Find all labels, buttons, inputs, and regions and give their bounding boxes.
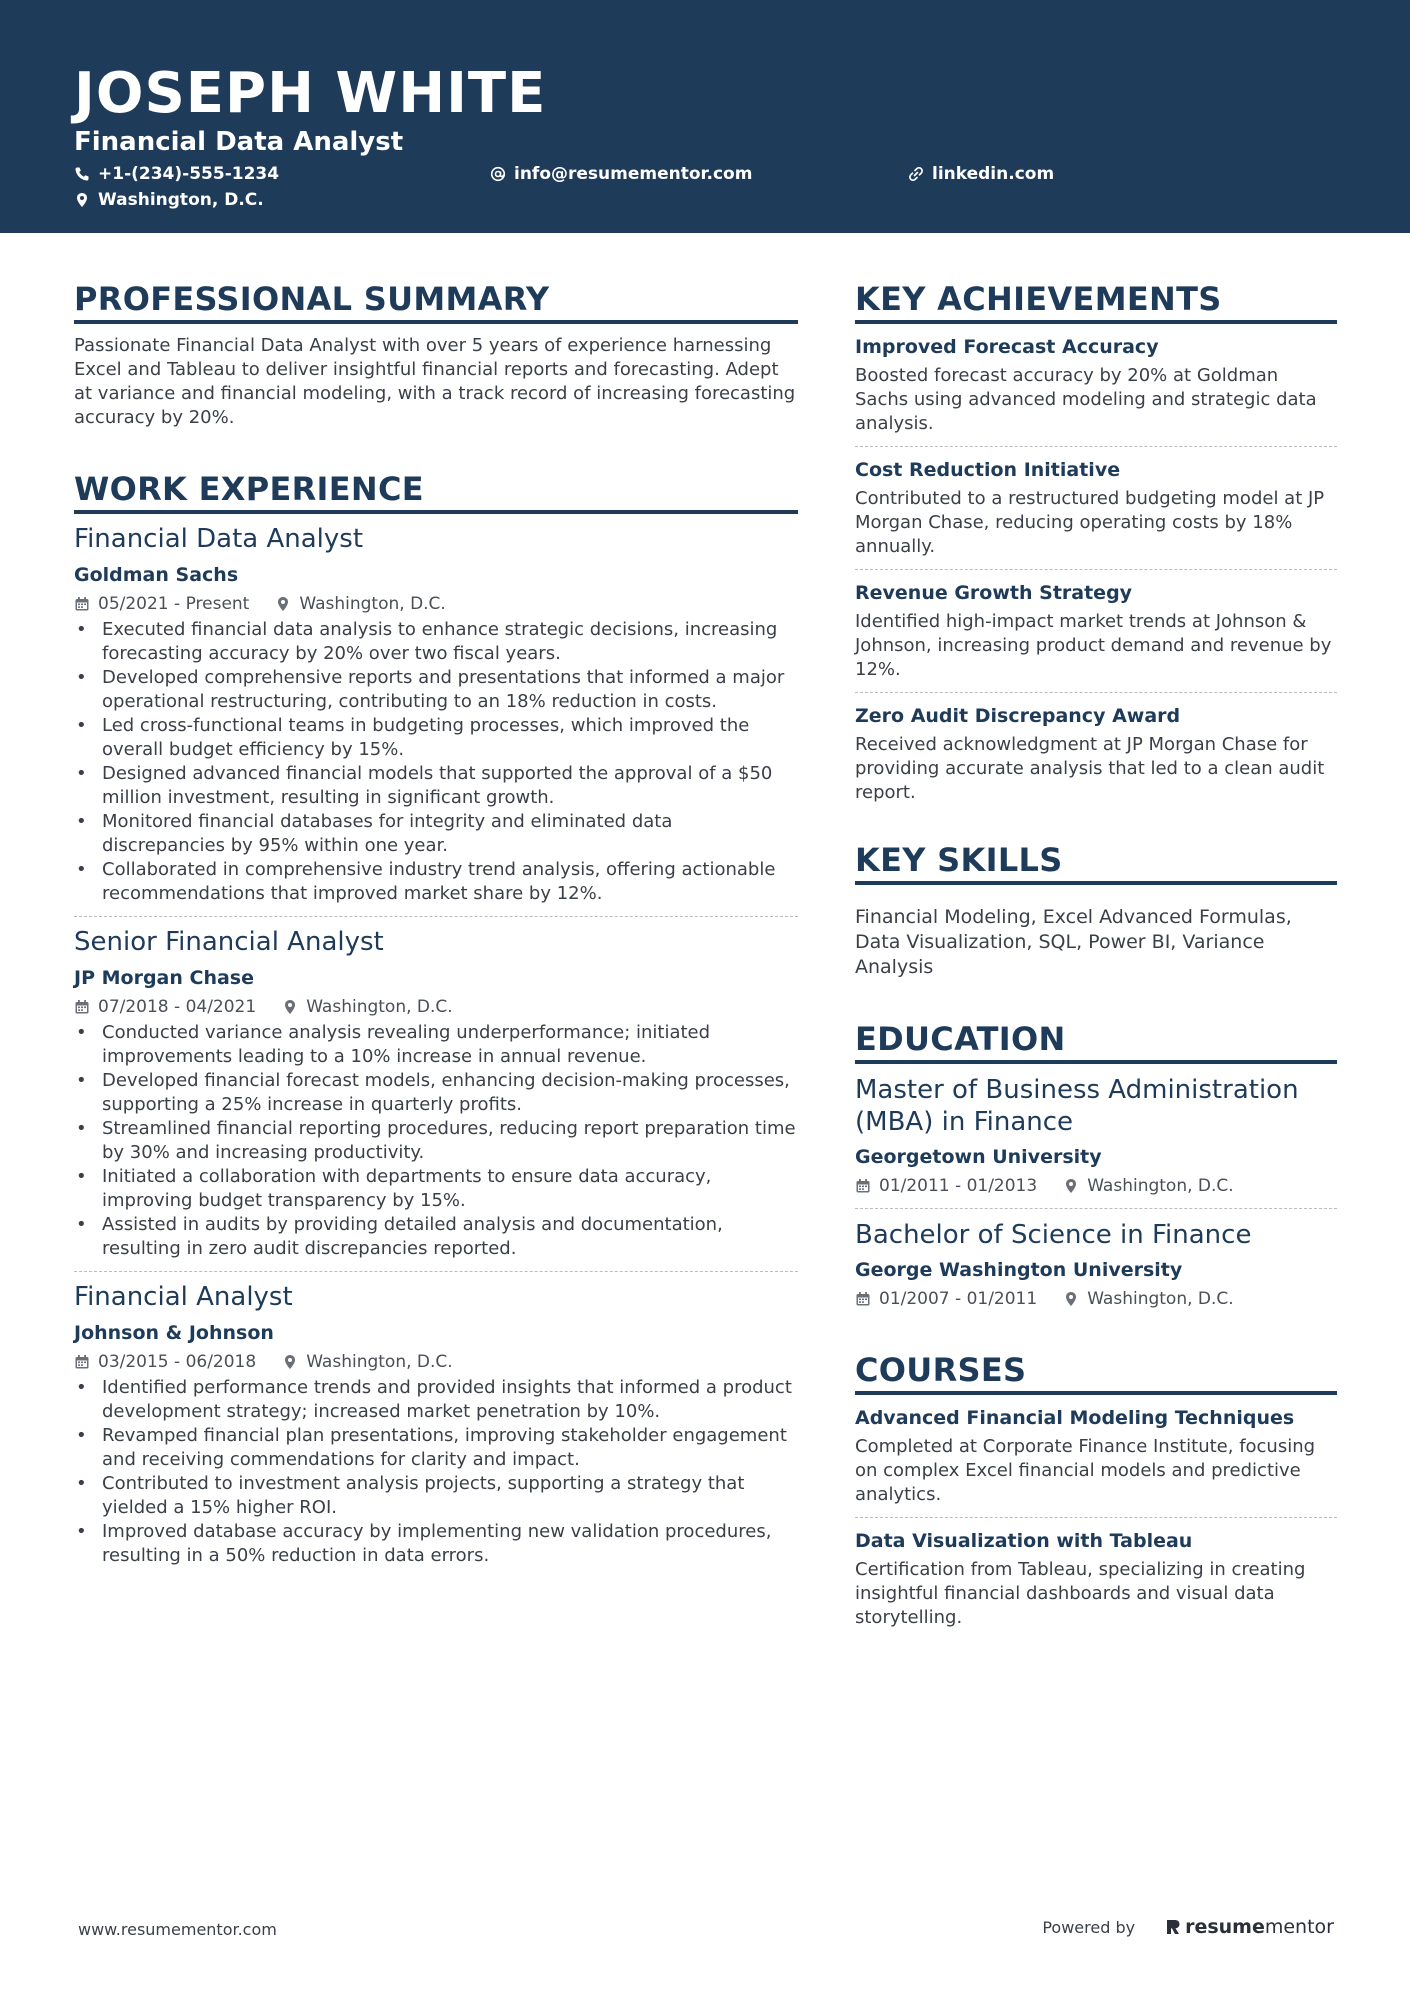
at-icon [490, 166, 506, 182]
job-title: Financial Analyst [74, 1282, 293, 1312]
phone-text: +1-(234)-555-1234 [98, 164, 280, 184]
education-school: Georgetown University [855, 1146, 1102, 1168]
link-icon [908, 166, 924, 182]
course-title: Advanced Financial Modeling Techniques [855, 1407, 1295, 1429]
education-degree: Bachelor of Science in Finance [855, 1220, 1252, 1250]
summary-text: Passionate Financial Data Analyst with over 5 years of experience harnessing Excel and Tableau to deliver insightful financial reports and forecasting. Adept at variance and financial modeling, with a track record of increasing forecasting accuracy by 20%. [74, 335, 796, 428]
job-bullet: • Assisted in audits by providing detailed analysis and documentation, resulting in zero audit discrepancies reported. [74, 1213, 798, 1261]
course-text: Certification from Tableau, specializing in creating insightful financial dashboards and visual data storytelling. [855, 1559, 1306, 1628]
divider [74, 1271, 798, 1272]
summary-heading: PROFESSIONAL SUMMARY [74, 278, 798, 324]
job-bullets [74, 1376, 798, 1568]
achievement-title: Zero Audit Discrepancy Award [855, 705, 1181, 727]
achievement-item [855, 334, 1337, 436]
job-bullet: • Improved database accuracy by implementing new validation procedures, resulting in a 50% reduction in data errors. [74, 1520, 798, 1568]
education-entry [855, 1074, 1337, 1198]
calendar-icon [74, 1354, 90, 1370]
email-text: info@resumementor.com [514, 164, 753, 184]
education-location: Washington, D.C. [1087, 1176, 1234, 1196]
education-entry [855, 1219, 1337, 1311]
job-bullet: • Led cross-functional teams in budgeting processes, which improved the overall budget efficiency by 15%. [74, 714, 798, 762]
job-bullet: • Developed financial forecast models, enhancing decision-making processes, supporting a 25% increase in quarterly profits. [74, 1069, 798, 1117]
location-pin-icon [1063, 1291, 1079, 1307]
phone-icon [74, 166, 90, 182]
education-meta [855, 1287, 1337, 1311]
job-bullet: • Monitored financial databases for integrity and eliminated data discrepancies by 95% within one year. [74, 810, 798, 858]
brand-bold: resume [1185, 1916, 1265, 1938]
job-bullet: • Collaborated in comprehensive industry trend analysis, offering actionable recommendations that improved market share by 12%. [74, 858, 798, 906]
achievement-item [855, 703, 1337, 805]
achievement-text: Contributed to a restructured budgeting model at JP Morgan Chase, reducing operating costs by 18% annually. [855, 488, 1325, 557]
education-location: Washington, D.C. [1087, 1289, 1234, 1309]
calendar-icon [74, 999, 90, 1015]
job-bullet: • Revamped financial plan presentations, improving stakeholder engagement and receiving commendations for clarity and impact. [74, 1424, 798, 1472]
education-meta [855, 1174, 1337, 1198]
job-bullet: • Developed comprehensive reports and presentations that informed a major operational restructuring, contributing to an 18% reduction in costs. [74, 666, 798, 714]
achievement-item [855, 457, 1337, 559]
course-text: Completed at Corporate Finance Institute, focusing on complex Excel financial models and predictive analytics. [855, 1436, 1316, 1505]
job-bullet: • Conducted variance analysis revealing underperformance; initiated improvements leading to a 10% increase in annual revenue. [74, 1021, 798, 1069]
job-bullets [74, 1021, 798, 1261]
location-pin-icon [275, 596, 291, 612]
job-meta [74, 1350, 798, 1374]
resume-header [0, 0, 1410, 233]
location-text: Washington, D.C. [98, 190, 264, 210]
location-pin-icon [74, 192, 90, 208]
achievements-heading: KEY ACHIEVEMENTS [855, 278, 1337, 324]
right-column [855, 278, 1337, 1630]
experience-section [74, 468, 798, 1568]
footer-website[interactable]: www.resumementor.com [78, 1920, 277, 1939]
courses-heading: COURSES [855, 1349, 1337, 1395]
achievements-section [855, 278, 1337, 805]
divider [855, 1208, 1337, 1209]
contact-linkedin[interactable] [908, 162, 1054, 186]
calendar-icon [74, 596, 90, 612]
contact-phone [74, 162, 279, 186]
job-company: JP Morgan Chase [74, 967, 254, 989]
job-location: Washington, D.C. [299, 594, 446, 614]
achievement-text: Identified high-impact market trends at Johnson & Johnson, increasing product demand and revenue by 12%. [855, 611, 1332, 680]
linkedin-text: linkedin.com [932, 164, 1055, 184]
powered-by-label: Powered by [1042, 1917, 1136, 1937]
footer-brand [1185, 1916, 1334, 1938]
job-meta [74, 592, 798, 616]
courses-section [855, 1349, 1337, 1630]
achievement-item [855, 580, 1337, 682]
achievement-title: Revenue Growth Strategy [855, 582, 1133, 604]
job-meta [74, 995, 798, 1019]
job-title: Senior Financial Analyst [74, 927, 384, 957]
job-bullet: • Streamlined financial reporting procedures, reducing report preparation time by 30% and increasing productivity. [74, 1117, 798, 1165]
achievement-text: Received acknowledgment at JP Morgan Chase for providing accurate analysis that led to a clean audit report. [855, 734, 1325, 803]
left-column [74, 278, 798, 1568]
contact-email[interactable] [490, 162, 752, 186]
divider [74, 916, 798, 917]
education-dates: 01/2007 - 01/2011 [879, 1289, 1038, 1309]
resumementor-logo-icon [1165, 1918, 1181, 1936]
job-dates: 07/2018 - 04/2021 [98, 997, 257, 1017]
location-pin-icon [282, 999, 298, 1015]
job-location: Washington, D.C. [306, 1352, 453, 1372]
divider [855, 569, 1337, 570]
education-degree: Master of Business Administration (MBA) in Finance [855, 1075, 1299, 1137]
education-school: George Washington University [855, 1259, 1183, 1281]
job-bullet: • Executed financial data analysis to enhance strategic decisions, increasing forecasting accuracy by 20% over two fiscal years. [74, 618, 798, 666]
job-entry [74, 925, 798, 1261]
education-heading: EDUCATION [855, 1018, 1337, 1064]
divider [855, 446, 1337, 447]
job-title: Financial Data Analyst [74, 524, 364, 554]
divider [855, 692, 1337, 693]
job-dates: 03/2015 - 06/2018 [98, 1352, 257, 1372]
job-company: Goldman Sachs [74, 564, 239, 586]
location-pin-icon [1063, 1178, 1079, 1194]
achievement-title: Cost Reduction Initiative [855, 459, 1121, 481]
course-item [855, 1405, 1337, 1507]
course-item [855, 1528, 1337, 1630]
job-bullets [74, 618, 798, 906]
achievement-title: Improved Forecast Accuracy [855, 336, 1159, 358]
job-bullet: • Initiated a collaboration with departments to ensure data accuracy, improving budget transparency by 15%. [74, 1165, 798, 1213]
job-bullet: • Identified performance trends and provided insights that informed a product development strategy; increased market penetration by 10%. [74, 1376, 798, 1424]
skills-text: Financial Modeling, Excel Advanced Formulas, Data Visualization, SQL, Power BI, Variance Analysis [855, 906, 1292, 978]
job-company: Johnson & Johnson [74, 1322, 274, 1344]
job-entry [74, 522, 798, 906]
contact-location [74, 188, 264, 212]
job-entry [74, 1280, 798, 1568]
skills-section [855, 839, 1337, 980]
summary-section [74, 278, 798, 430]
job-location: Washington, D.C. [306, 997, 453, 1017]
candidate-name: JOSEPH WHITE [74, 61, 547, 126]
calendar-icon [855, 1291, 871, 1307]
education-dates: 01/2011 - 01/2013 [879, 1176, 1038, 1196]
job-bullet: • Contributed to investment analysis projects, supporting a strategy that yielded a 15% higher ROI. [74, 1472, 798, 1520]
footer-powered-by [1042, 1916, 1334, 1938]
brand-light: mentor [1264, 1916, 1334, 1938]
calendar-icon [855, 1178, 871, 1194]
job-bullet: • Designed advanced financial models that supported the approval of a $50 million investment, resulting in significant growth. [74, 762, 798, 810]
education-section [855, 1018, 1337, 1311]
skills-heading: KEY SKILLS [855, 839, 1337, 885]
location-pin-icon [282, 1354, 298, 1370]
divider [855, 1517, 1337, 1518]
course-title: Data Visualization with Tableau [855, 1530, 1193, 1552]
job-dates: 05/2021 - Present [98, 594, 250, 614]
candidate-role: Financial Data Analyst [74, 127, 404, 157]
achievement-text: Boosted forecast accuracy by 20% at Goldman Sachs using advanced modeling and strategic data analysis. [855, 365, 1317, 434]
experience-heading: WORK EXPERIENCE [74, 468, 798, 514]
